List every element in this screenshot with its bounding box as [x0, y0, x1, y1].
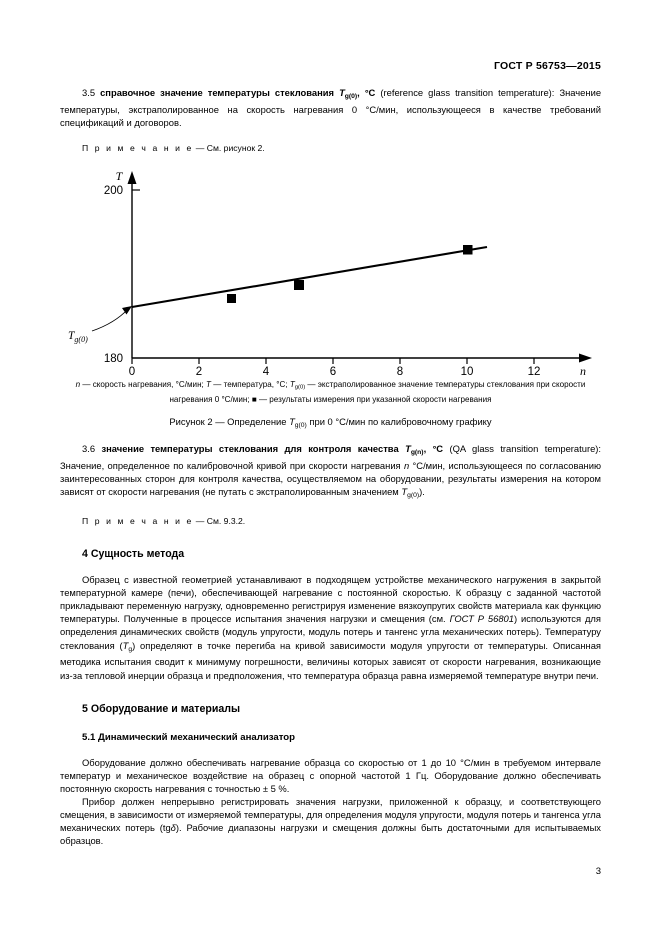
data-point-marker: [463, 245, 473, 255]
x-axis-title: n: [580, 364, 586, 376]
figure-number-symbol-sub: g(0): [294, 421, 307, 429]
annotation-leader-line: [92, 309, 128, 331]
clause-3-6-english-term: (QA glass transition temperature):: [449, 442, 602, 454]
x-tick-label-12: 12: [527, 366, 541, 376]
calibration-line: [132, 247, 487, 307]
x-tick-label-0: 0: [128, 366, 136, 376]
section-5-heading: 5 Оборудование и материалы: [82, 702, 241, 715]
note-label: П р и м е ч а н и е: [82, 143, 194, 154]
clause-3-6-number: 3.6: [82, 442, 96, 454]
figure-number-tail: при 0 °C/мин по калибровочному графику: [306, 415, 492, 427]
section-4-paragraph: [60, 573, 601, 682]
figure-legend-text-1: — скорость нагревания, °C/мин;: [80, 380, 207, 390]
section-4-text-3: ) определяют в точке перегиба на кривой зависимости модуля упругости от температуры. Описанная методика испытания сводит к минимуму погрешности, величины которых зависят от скорости нагревания, возникающие из-за тепловой инерции образца и предположения, что температура образца равна измеряемой температуре внутри печи.: [60, 639, 601, 681]
clause-3-5-unit: °C: [364, 87, 376, 98]
section-4-text-2: ) используются для определения динамических свойств (модуль упругости, модуль потерь и тангенс угла механических потерь). Температуру стеклования (: [60, 613, 601, 651]
section-5-1-p2-text-2: ). Рабочие диапазоны нагрузки и смещения должны быть достаточными для испытываемых образцов.: [60, 822, 601, 847]
y-tick-label-200: 200: [103, 185, 123, 198]
clause-3-6-definition-3: ).: [419, 486, 425, 498]
clause-3-5-paragraph: 3.5 справочное значение температуры стеклования $T_{g(0)}$, °C (reference glass transition temperature): Значение температуры, экстраполированное на скорость нагревания 0 °C/мин, использующееся в качестве требований спецификаций и договоров.: [60, 87, 602, 129]
section-5-1-paragraph-2: [60, 795, 601, 847]
y-axis-title: T: [115, 169, 123, 184]
clause-3-6-term: значение температуры стеклования для контроля качества: [101, 442, 399, 454]
x-tick-label-8: 8: [396, 366, 404, 376]
clause-3-6-symbol-subscript: g(n): [410, 448, 424, 456]
clause-3-6-def-symbol-base: T: [401, 486, 408, 498]
y-axis-arrowhead: [128, 171, 137, 184]
y-tick-label-180: 180: [103, 353, 123, 366]
x-tick-label-4: 4: [262, 366, 270, 376]
calibration-chart: [60, 163, 601, 375]
figure-2-number-caption: [60, 416, 601, 429]
page-number: 3: [595, 866, 601, 877]
x-tick-label-10: 10: [460, 366, 474, 376]
clause-3-6-rate-symbol: n: [403, 459, 410, 471]
clause-3-5-symbol-subscript: g(0): [344, 92, 358, 100]
section-4-tg-subscript: g: [128, 645, 133, 653]
section-4-heading: 4 Сущность метода: [82, 548, 185, 561]
figure-number-label: Рисунок 2 — Определение: [169, 415, 290, 427]
data-point-marker: [294, 280, 304, 290]
figure-number-symbol: T: [289, 415, 295, 427]
clause-3-6-def-symbol-sub: g(0): [407, 491, 420, 499]
figure-2: [60, 163, 601, 429]
clause-3-6-symbol-base: T: [405, 442, 411, 454]
note-text: — См. рисунок 2.: [193, 143, 265, 154]
x-axis-arrowhead: [579, 354, 592, 363]
section-4-text-1: Образец с известной геометрией устанавливают в подходящем устройстве механического нагружения в закрытой температурной камере (печи), обеспечивающей нагревание с постоянной скоростью. К образцу с заданной частотой прикладывают переменную нагрузку, одновременно регистрируя изменение вязкоупругих свойств материала как функцию температуры. Полученные в процессе испытания значения нагрузки и смещения (см.: [60, 574, 601, 625]
clause-3-6-definition-2: °C/мин, использующееся по согласованию заинтересованных сторон для контроля качества, осуществляемом на оборудовании, результаты измерения на котором зависят от скорости нагревания (не путать с экстраполированным значением: [60, 459, 601, 498]
clause-3-6-definition-1: Значение, определенное по калибровочной кривой при скорости нагревания: [60, 459, 404, 471]
figure-legend-text-3: — экстраполированное значение температуры стеклования при скорости нагревания 0 °C/мин; ■ — результаты измерения при указанной скорости нагревания: [169, 380, 586, 405]
x-tick-label-6: 6: [329, 366, 337, 376]
clause-3-5-number: 3.5: [82, 87, 96, 98]
clause-3-6-block: [60, 442, 601, 502]
figure-2-legend-caption: [60, 379, 601, 406]
section-5-1-body: [60, 756, 601, 848]
section-5-1-p2-text-1: Прибор должен непрерывно регистрировать значения нагрузки, приложенной к образцу, и соответствующего смещения, в зависимости от измеряемой температуры, для определения модуля упругости, модуля потерь и тангенса угла механических потерь (tg: [60, 795, 601, 834]
clause-3-6-paragraph: 3.6 значение температуры стеклования для контроля качества $T_{g(n)}$, °C (QA glass transition temperature): Значение, определенное по калибровочной кривой при скорости нагревания n °C/мин, использующееся по согласованию заинтересованных сторон для контроля качества, осуществляемом на оборудовании, результаты измерения на котором зависят от скорости нагревания (не путать с экстраполированным значением $T_{g(0)}$).: [60, 442, 602, 499]
section-5-1-paragraph-1: Оборудование должно обеспечивать нагревание образца со скоростью от 1 до 10 °C/мин в требуемом интервале температур и механическое воздействие на образец с опорной частотой 1 Гц. Оборудование должно обеспечивать постоянную скорость нагревания с точностью ± 5 %.: [60, 756, 601, 794]
delta-symbol: δ: [170, 822, 176, 834]
clause-3-6-unit: °C: [432, 442, 444, 454]
figure-legend-symbol-n: n: [75, 380, 81, 390]
section-5-1-heading: 5.1 Динамический механический анализатор: [82, 731, 296, 743]
note-label: П р и м е ч а н и е: [82, 516, 194, 527]
data-point-marker: [227, 294, 236, 303]
x-tick-label-2: 2: [195, 366, 203, 376]
section-4-standard-reference: ГОСТ Р 56801: [449, 613, 514, 625]
clause-3-5-english-term: (reference glass transition temperature):: [380, 87, 555, 98]
figure-legend-symbol-Tg-base: T: [289, 380, 295, 390]
clause-3-5-note: [82, 142, 601, 154]
clause-3-5-symbol-base: T: [339, 87, 345, 98]
page-content: [60, 86, 601, 847]
section-4-body: [60, 573, 601, 682]
section-4-tg-symbol: T: [122, 639, 129, 651]
clause-3-5-term: справочное значение температуры стеклования: [100, 87, 335, 98]
clause-3-5-definition: Значение температуры, экстраполированное на скорость нагревания 0 °C/мин, использующееся в качестве требований спецификаций и договоров.: [60, 87, 602, 129]
figure-legend-symbol-Tg-sub: g(0): [294, 384, 306, 391]
page-header-standard-number: ГОСТ Р 56753—2015: [493, 60, 601, 72]
note-text: — См. 9.3.2.: [193, 516, 246, 527]
figure-legend-text-2: — температура, °C;: [211, 380, 290, 390]
figure-legend-symbol-T: T: [206, 380, 211, 390]
annotation-tg0-label: $T_{g(0)}$: [68, 330, 88, 345]
clause-3-6-note: [82, 515, 601, 527]
